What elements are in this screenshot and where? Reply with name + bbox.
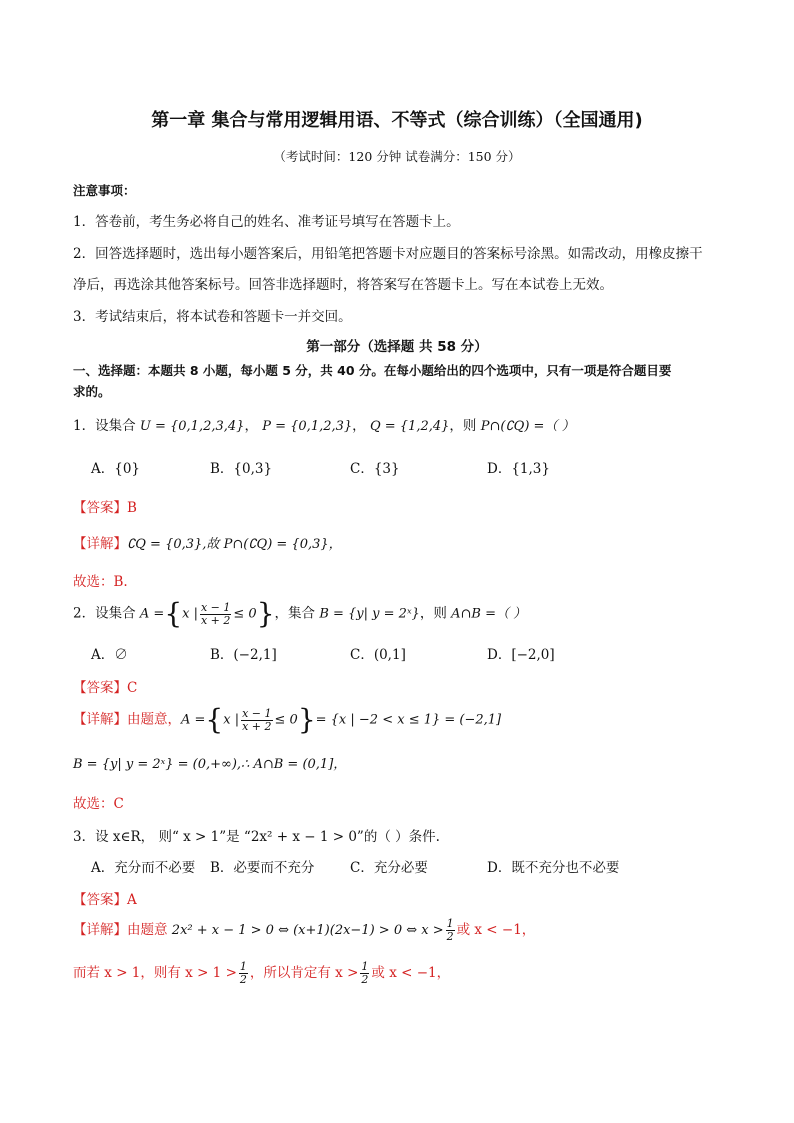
detail-line-2: 而若 x > 1，则有 x > 1 > $\frac{1}{2}$ ，所以肯定有 x > $\frac{1}{2}$ 或 x < −1， <box>73 960 451 986</box>
option-b: B．必要而不充分 <box>210 860 315 876</box>
option-a: A．∅ <box>91 647 128 663</box>
detail-line-2: B = {y| y = 2ˣ} = (0,+∞),∴ A∩B = (0,1]， <box>73 757 347 772</box>
option-b: B．(−2,1] <box>210 647 277 663</box>
option-c: C．(0,1] <box>350 647 406 663</box>
section-instruction-cont: 求的。 <box>73 384 111 399</box>
detail-line: 【详解】由题意，A ={x | $\frac{x - 1}{x + 2}$ ≤ 0}= {x | −2 < x ≤ 1} = (−2,1] <box>73 703 502 736</box>
section-instruction: 一、选择题：本题共 8 小题，每小题 5 分，共 40 分。在每小题给出的四个选项中，只有一项是符合题目要 <box>73 363 672 378</box>
choose-line: 故选：B. <box>73 574 128 590</box>
detail-line: 【详解】由题意 2x² + x − 1 > 0 ⇔ (x+1)(2x−1) > 0 ⇔ x > $\frac{1}{2}$ 或 x < −1， <box>73 917 536 943</box>
option-a: A．充分而不必要 <box>91 860 196 876</box>
answer-line: 【答案】B <box>73 500 137 516</box>
option-a: A．{0} <box>91 461 141 477</box>
question-3-stem: 3．设 x∈R， 则“ x > 1”是 “2x² + x − 1 > 0”的（ ）条件. <box>73 829 440 845</box>
answer-line: 【答案】C <box>73 680 138 696</box>
note-item: 3．考试结束后，将本试卷和答题卡一并交回。 <box>73 309 352 325</box>
detail-line: 【详解】∁Q = {0,3},故 P∩(∁Q) = {0,3}， <box>73 536 342 552</box>
option-c: C．{3} <box>350 461 400 477</box>
choose-line: 故选：C <box>73 796 124 812</box>
option-d: D．{1,3} <box>487 461 550 477</box>
option-d: D．[−2,0] <box>487 647 555 663</box>
option-c: C．充分必要 <box>350 860 428 876</box>
option-d: D．既不充分也不必要 <box>487 860 620 876</box>
option-b: B．{0,3} <box>210 461 273 477</box>
exam-info: （考试时间：120 分钟 试卷满分：150 分） <box>273 149 521 164</box>
notes-heading: 注意事项： <box>73 183 136 198</box>
note-item: 净后，再选涂其他答案标号。回答非选择题时，将答案写在答题卡上。写在本试卷上无效。 <box>73 277 613 293</box>
note-item: 2．回答选择题时，选出每小题答案后，用铅笔把答题卡对应题目的答案标号涂黑。如需改动，用橡皮擦干 <box>73 246 703 262</box>
answer-line: 【答案】A <box>73 892 137 908</box>
question-1-stem: 1．设集合 U = {0,1,2,3,4}， P = {0,1,2,3}， Q = {1,2,4}，则 P∩(∁Q) =（ ） <box>73 418 575 434</box>
note-item: 1．答卷前，考生务必将自己的姓名、准考证号填写在答题卡上。 <box>73 214 460 230</box>
page-title: 第一章 集合与常用逻辑用语、不等式（综合训练）（全国通用) <box>151 110 643 131</box>
part-heading: 第一部分（选择题 共 58 分） <box>306 339 488 355</box>
question-2-stem: 2．设集合 A ={x | $\frac{x - 1}{x + 2}$ ≤ 0}，集合 B = {y| y = 2ˣ}，则 A∩B =（ ） <box>73 597 527 630</box>
